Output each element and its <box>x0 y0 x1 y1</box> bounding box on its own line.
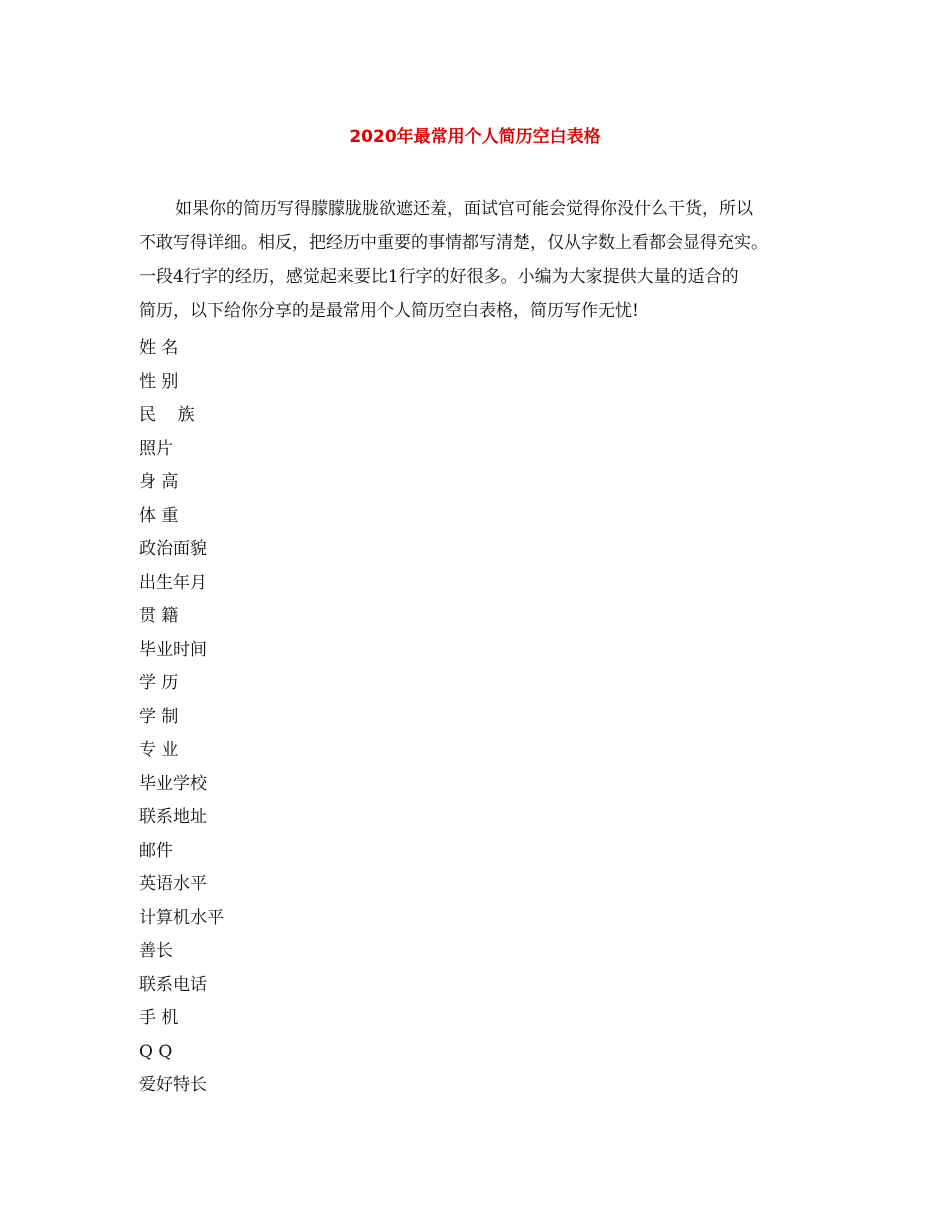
field-photo: 照片 <box>139 438 173 459</box>
field-ethnicity: 民 族 <box>139 405 195 425</box>
field-height: 身 高 <box>139 472 179 492</box>
intro-line: 不敢写得详细。相反，把经历中重要的事情都写清楚，仅从字数上看都会显得充实。 <box>139 233 768 253</box>
intro-line: 一段4行字的经历，感觉起来要比1行字的好很多。小编为大家提供大量的适合的 <box>139 267 739 287</box>
field-address: 联系地址 <box>139 807 207 827</box>
field-english-level: 英语水平 <box>139 874 207 894</box>
field-study-length: 学 制 <box>139 706 179 727</box>
field-gender: 性 别 <box>139 371 179 392</box>
field-computer-level: 计算机水平 <box>139 907 224 928</box>
intro-line: 简历，以下给你分享的是最常用个人简历空白表格，简历写作无忧! <box>139 301 639 321</box>
field-hobbies: 爱好特长 <box>139 1075 207 1095</box>
field-school: 毕业学校 <box>139 773 207 794</box>
field-birth-date: 出生年月 <box>139 572 207 593</box>
intro-line: 如果你的简历写得朦朦胧胧欲遮还羞，面试官可能会觉得你没什么干货，所以 <box>175 199 753 219</box>
field-name: 姓 名 <box>139 338 179 358</box>
field-education: 学 历 <box>139 673 179 693</box>
field-political-status: 政治面貌 <box>139 539 207 559</box>
resume-field-list <box>139 332 539 1103</box>
field-strengths: 善长 <box>139 941 173 961</box>
intro-paragraph <box>139 192 819 328</box>
field-native-place: 贯 籍 <box>139 606 179 626</box>
field-phone: 联系电话 <box>139 974 207 995</box>
document-title: 2020年最常用个人简历空白表格 <box>349 127 601 147</box>
field-mobile: 手 机 <box>139 1008 179 1028</box>
field-major: 专 业 <box>139 740 179 760</box>
field-qq: Q Q <box>139 1041 173 1062</box>
field-graduation-date: 毕业时间 <box>139 639 207 660</box>
field-weight: 体 重 <box>139 505 179 526</box>
field-email: 邮件 <box>139 840 173 861</box>
